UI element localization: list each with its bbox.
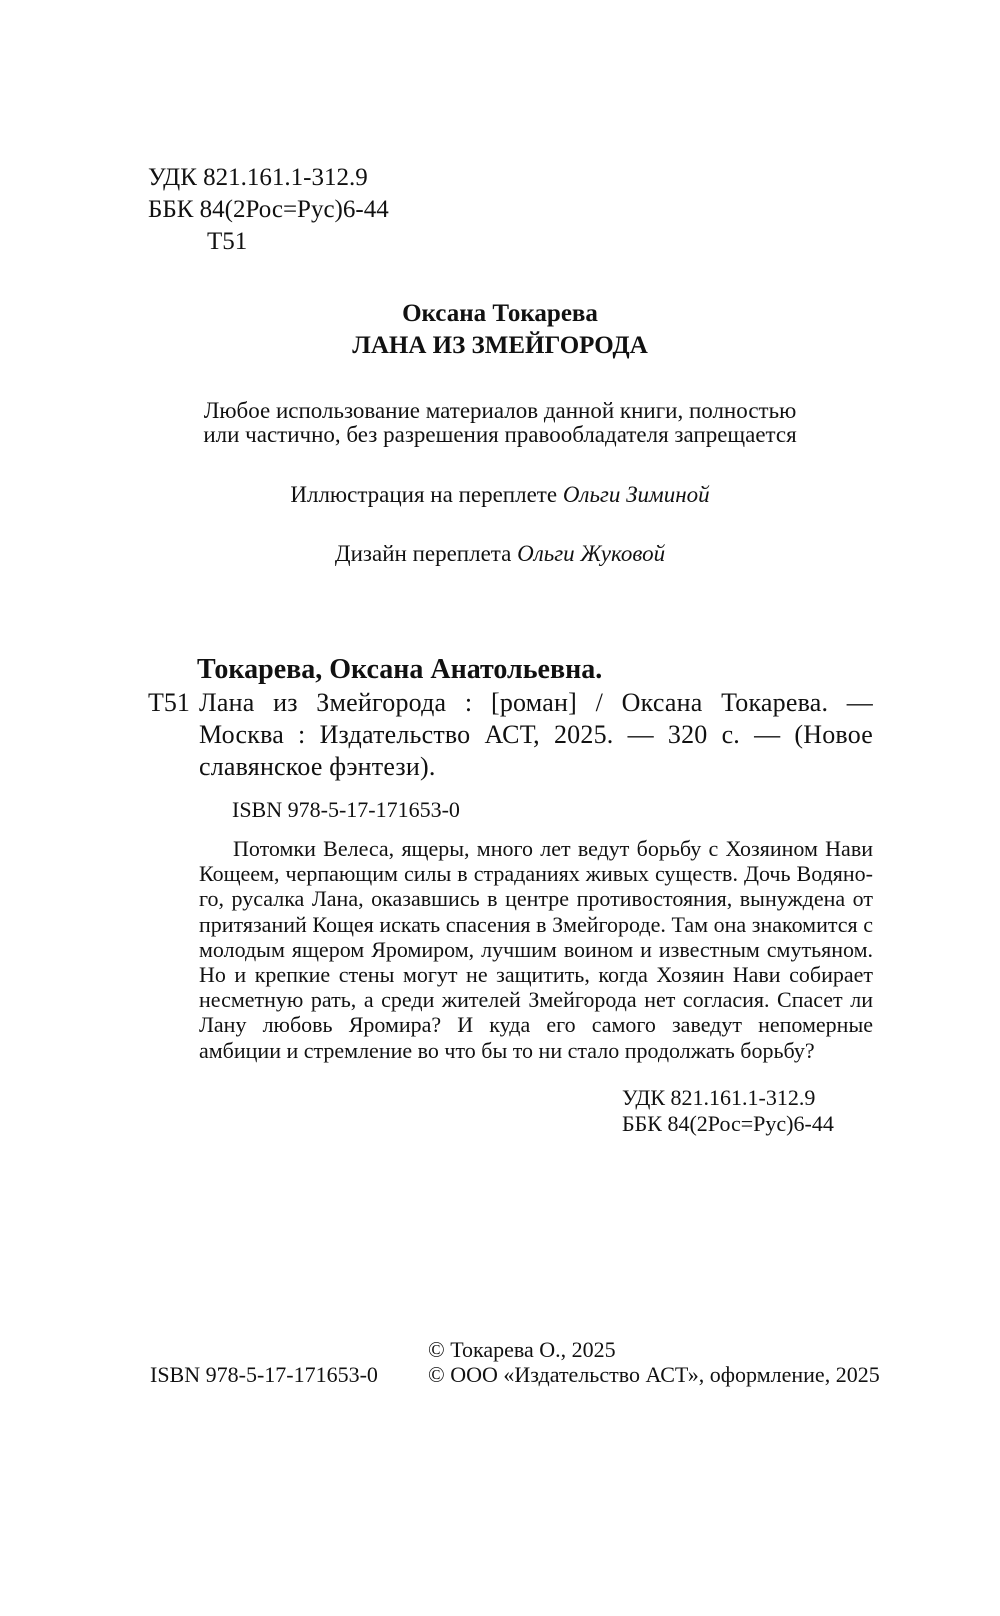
catalog-card-heading: Токарева, Оксана Анатольевна. (197, 654, 603, 685)
catalog-card-bbk: ББК 84(2Рос=Рус)6-44 (622, 1111, 834, 1136)
author-sign: Т51 (207, 228, 248, 255)
udk-code: УДК 821.161.1-312.9 (148, 164, 368, 191)
design-credit-label: Дизайн переплета (334, 541, 518, 566)
designer-name: Ольги Жуковой (517, 541, 666, 566)
catalog-card-line-3: славянское фэнтези). (199, 752, 436, 781)
book-author: Оксана Токарева (402, 300, 598, 327)
copyright-notice-line-2: или частично, без разрешения правообладателя запрещается (203, 422, 797, 447)
catalog-card-udk: УДК 821.161.1-312.9 (622, 1085, 816, 1110)
design-credit (0, 541, 1000, 567)
copyright-author: © Токарева О., 2025 (428, 1337, 616, 1362)
bbk-code: ББК 84(2Рос=Рус)6-44 (148, 196, 389, 223)
catalog-card-line-2: Москва : Издательство АСТ, 2025. — 320 с. — (Новое (199, 720, 873, 749)
copyright-publisher: © ООО «Издательство АСТ», оформление, 2025 (428, 1362, 880, 1387)
illustrator-name: Ольги Зиминой (562, 482, 710, 507)
footer-isbn: ISBN 978-5-17-171653-0 (150, 1362, 378, 1387)
catalog-card-isbn: ISBN 978-5-17-171653-0 (232, 797, 460, 822)
catalog-card-line-1: Лана из Змейгорода : [роман] / Оксана Токарева. — (199, 688, 873, 717)
illustration-credit (0, 482, 1000, 508)
illustration-credit-label: Иллюстрация на переплете (290, 482, 563, 507)
book-title: ЛАНА ИЗ ЗМЕЙГОРОДА (352, 332, 648, 359)
catalog-card-code: Т51 (148, 688, 190, 717)
copyright-notice-line-1: Любое использование материалов данной книги, полностью (203, 398, 797, 423)
book-annotation: Потомки Велеса, ящеры, много лет ведут борьбу с Хозяином Нави Кощеем, черпающим силы в страданиях живых существ. Дочь Водяного, русалка Лана, оказавшись в центре противостояния, вынуждена от притязаний Кощея искать спасения в Змейгороде. Там она знакомится с молодым ящером Яромиром, лучшим воином и известным смутьяном. Но и крепкие стены могут не защитить, когда Хозяин Нави собирает несметную рать, а среди жителей Змейгорода нет согласия. Спасет ли Лану любовь Яромира? И куда его самого заведут непомерные амбиции и стремление во что бы то ни стало продолжать борьбу? (199, 836, 873, 1063)
